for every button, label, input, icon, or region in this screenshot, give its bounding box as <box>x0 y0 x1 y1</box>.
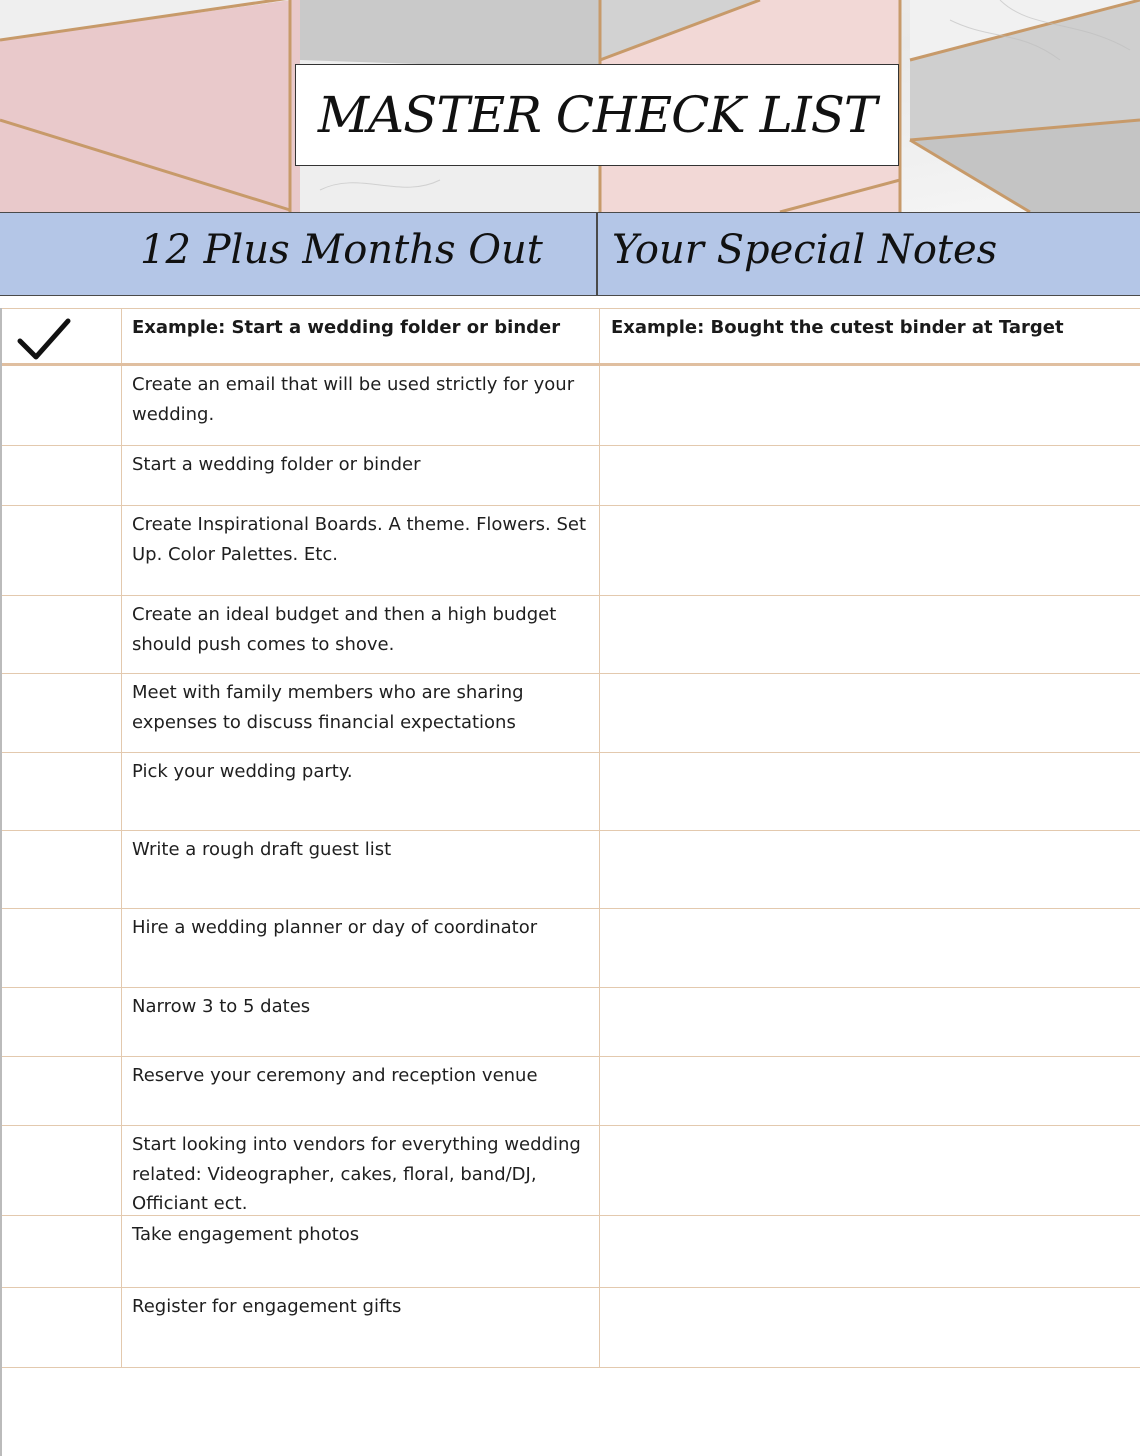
list-item <box>0 446 1140 506</box>
list-item <box>0 366 1140 446</box>
checkbox-cell[interactable] <box>0 1288 122 1367</box>
task-cell <box>123 506 600 595</box>
list-item <box>0 674 1140 753</box>
note-cell[interactable] <box>601 446 1140 505</box>
title-box <box>295 64 899 166</box>
note-cell[interactable] <box>601 1057 1140 1125</box>
task-text: Create an ideal budget and then a high budget should push comes to shove. <box>132 604 557 655</box>
page-title: MASTER CHECK LIST <box>317 86 877 144</box>
header-divider <box>596 213 598 295</box>
task-text: Hire a wedding planner or day of coordinator <box>132 917 538 938</box>
example-task: Example: Start a wedding folder or binder <box>132 317 561 338</box>
checkmark-icon <box>16 315 72 361</box>
list-item <box>0 1126 1140 1216</box>
task-cell <box>123 909 600 987</box>
task-cell <box>123 831 600 908</box>
list-item <box>0 1216 1140 1288</box>
page-left-edge <box>0 308 2 1456</box>
list-item <box>0 988 1140 1057</box>
task-cell <box>123 1126 600 1215</box>
checkbox-cell[interactable] <box>0 446 122 505</box>
task-text: Meet with family members who are sharing expenses to discuss financial expectations <box>132 682 524 733</box>
note-cell[interactable] <box>601 674 1140 752</box>
task-cell <box>123 988 600 1056</box>
example-row <box>0 308 1140 366</box>
task-cell <box>123 1288 600 1367</box>
note-cell[interactable] <box>601 909 1140 987</box>
task-text: Pick your wedding party. <box>132 761 353 782</box>
note-cell[interactable] <box>601 366 1140 445</box>
note-cell[interactable] <box>601 1288 1140 1367</box>
task-text: Register for engagement gifts <box>132 1296 402 1317</box>
checkbox-cell[interactable] <box>0 831 122 908</box>
task-text: Create an email that will be used strictly for your wedding. <box>132 374 575 425</box>
checkbox-cell[interactable] <box>0 1216 122 1287</box>
list-item <box>0 1057 1140 1126</box>
task-text: Start a wedding folder or binder <box>132 454 421 475</box>
task-cell <box>123 753 600 830</box>
task-cell <box>123 1216 600 1287</box>
note-cell[interactable] <box>601 1126 1140 1215</box>
checkbox-cell[interactable] <box>0 1126 122 1215</box>
checklist-table <box>0 308 1140 1368</box>
header-period: 12 Plus Months Out <box>140 227 543 273</box>
task-cell <box>123 596 600 673</box>
checkbox-cell[interactable] <box>0 753 122 830</box>
list-item <box>0 909 1140 988</box>
task-cell <box>123 674 600 752</box>
list-item <box>0 753 1140 831</box>
checkbox-cell[interactable] <box>0 596 122 673</box>
task-cell <box>123 309 600 363</box>
column-header-band <box>0 212 1140 296</box>
note-cell[interactable] <box>601 1216 1140 1287</box>
task-text: Create Inspirational Boards. A theme. Flowers. Set Up. Color Palettes. Etc. <box>132 514 587 565</box>
checkbox-cell[interactable] <box>0 506 122 595</box>
task-text: Reserve your ceremony and reception venue <box>132 1065 538 1086</box>
list-item <box>0 831 1140 909</box>
task-text: Write a rough draft guest list <box>132 839 392 860</box>
list-item <box>0 596 1140 674</box>
task-cell <box>123 446 600 505</box>
checkbox-cell[interactable] <box>0 674 122 752</box>
checkbox-cell[interactable] <box>0 909 122 987</box>
note-cell[interactable] <box>601 753 1140 830</box>
checkbox-cell[interactable] <box>0 366 122 445</box>
task-text: Take engagement photos <box>132 1224 360 1245</box>
note-cell[interactable] <box>601 831 1140 908</box>
list-item <box>0 506 1140 596</box>
list-item <box>0 1288 1140 1368</box>
checkbox-cell[interactable] <box>0 309 122 363</box>
header-notes: Your Special Notes <box>612 227 998 273</box>
note-cell[interactable] <box>601 988 1140 1056</box>
task-text: Narrow 3 to 5 dates <box>132 996 311 1017</box>
note-cell[interactable] <box>601 596 1140 673</box>
task-text: Start looking into vendors for everything wedding related: Videographer, cakes, floral, band/DJ, Officiant ect. <box>132 1134 581 1214</box>
marble-geometric-banner <box>0 0 1140 212</box>
task-cell <box>123 1057 600 1125</box>
checkbox-cell[interactable] <box>0 988 122 1056</box>
note-cell[interactable] <box>601 506 1140 595</box>
task-cell <box>123 366 600 445</box>
example-note: Example: Bought the cutest binder at Target <box>611 317 1064 338</box>
note-cell[interactable] <box>601 309 1140 363</box>
checkbox-cell[interactable] <box>0 1057 122 1125</box>
